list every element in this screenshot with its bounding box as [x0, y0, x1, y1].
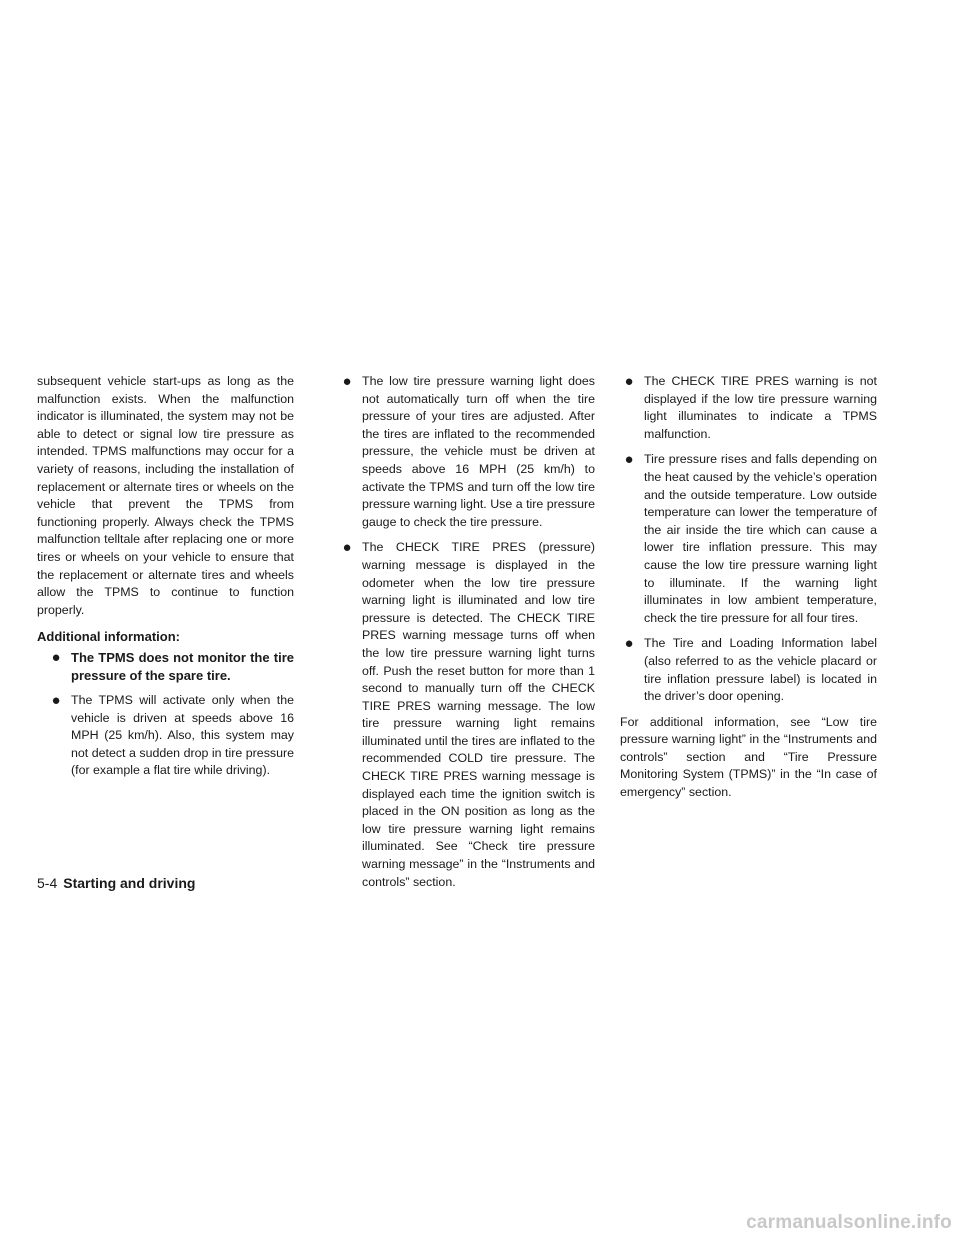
bullet-icon: ●	[624, 635, 634, 653]
bullet-icon: ●	[342, 373, 352, 390]
list-item	[338, 539, 595, 891]
list-item-text: The TPMS will activate only when the vehicle is driven at speeds above 16 MPH (25 km/h). Also, this system may not detect a sudden drop in tire pressure (for example a flat tire while driving).	[71, 693, 294, 778]
list-item-text: The CHECK TIRE PRES (pressure) warning message is displayed in the odometer when the low tire pressure warning light is illuminated and low tire pressure is detected. The CHECK TIRE PRES warning message turns off when the low tire pressure warning light turns off. Push the reset button for more than 1 second to manually turn off the CHECK TIRE PRES warning message. The low tire pressure warning light remains illuminated until the tires are inflated to the recommended COLD tire pressure. The CHECK TIRE PRES warning message is displayed each time the ignition switch is placed in the ON position as long as the low tire pressure warning light remains illuminated. See “Check tire pressure warning message” in the “Instruments and controls” section.	[362, 540, 595, 889]
list-item	[47, 649, 294, 684]
list-item	[338, 373, 595, 531]
list-item	[620, 451, 877, 627]
intro-paragraph: subsequent vehicle start-ups as long as the malfunction exists. When the malfunction indicator is illuminated, the system may not be able to detect or signal low tire pressure as intended. TPMS malfunctions may occur for a variety of reasons, including the installation of replacement or alternate tires or wheels on the vehicle that prevent the TPMS from functioning properly. Always check the TPMS malfunction telltale after replacing one or more tires or wheels on your vehicle to ensure that the replacement or alternate tires and wheels allow the TPMS to continue to function properly.	[37, 374, 294, 617]
list-item-text: The Tire and Loading Information label (also referred to as the vehicle placard or tire inflation pressure label) is located in the driver’s door opening.	[644, 636, 877, 704]
bullet-icon: ●	[624, 373, 634, 390]
outro-paragraph: For additional information, see “Low tire pressure warning light” in the “Instruments and controls” section and “Tire Pressure Monitoring System (TPMS)” in the “In case of emergency” section.	[620, 714, 877, 800]
watermark-text: carmanualsonline.info	[746, 1212, 952, 1233]
text-column-1	[37, 373, 294, 788]
additional-information-heading: Additional information:	[37, 629, 180, 645]
section-title: Starting and driving	[63, 875, 196, 891]
bullet-icon: ●	[51, 648, 61, 666]
list-item-text: The TPMS does not monitor the tire pressure of the spare tire.	[71, 649, 294, 683]
text-column-3	[620, 373, 877, 802]
bullet-icon: ●	[51, 692, 61, 710]
list-item	[47, 692, 294, 780]
list-item-text: Tire pressure rises and falls depending on the heat caused by the vehicle’s operation and the outside temperature. Low outside temperature can lower the temperature of the air inside the tire which can cause a lower tire inflation pressure. This may cause the low tire pressure warning light to illuminate. If the warning light illuminates in low ambient temperature, check the tire pressure for all four tires.	[644, 452, 877, 625]
bullet-icon: ●	[342, 539, 352, 557]
text-column-2	[338, 373, 595, 899]
list-item	[620, 373, 877, 443]
list-item	[620, 635, 877, 705]
bullet-icon: ●	[624, 451, 634, 469]
page-footer	[37, 875, 195, 891]
page-number: 5-4	[37, 875, 58, 891]
list-item-text: The CHECK TIRE PRES warning is not displayed if the low tire pressure warning light illuminates to indicate a TPMS malfunction.	[644, 374, 877, 441]
list-item-text: The low tire pressure warning light does not automatically turn off when the tire pressure of your tires are adjusted. After the tires are inflated to the recommended pressure, the vehicle must be driven at speeds above 16 MPH (25 km/h) to activate the TPMS and turn off the low tire pressure warning light. Use a tire pressure gauge to check the tire pressure.	[362, 374, 595, 529]
